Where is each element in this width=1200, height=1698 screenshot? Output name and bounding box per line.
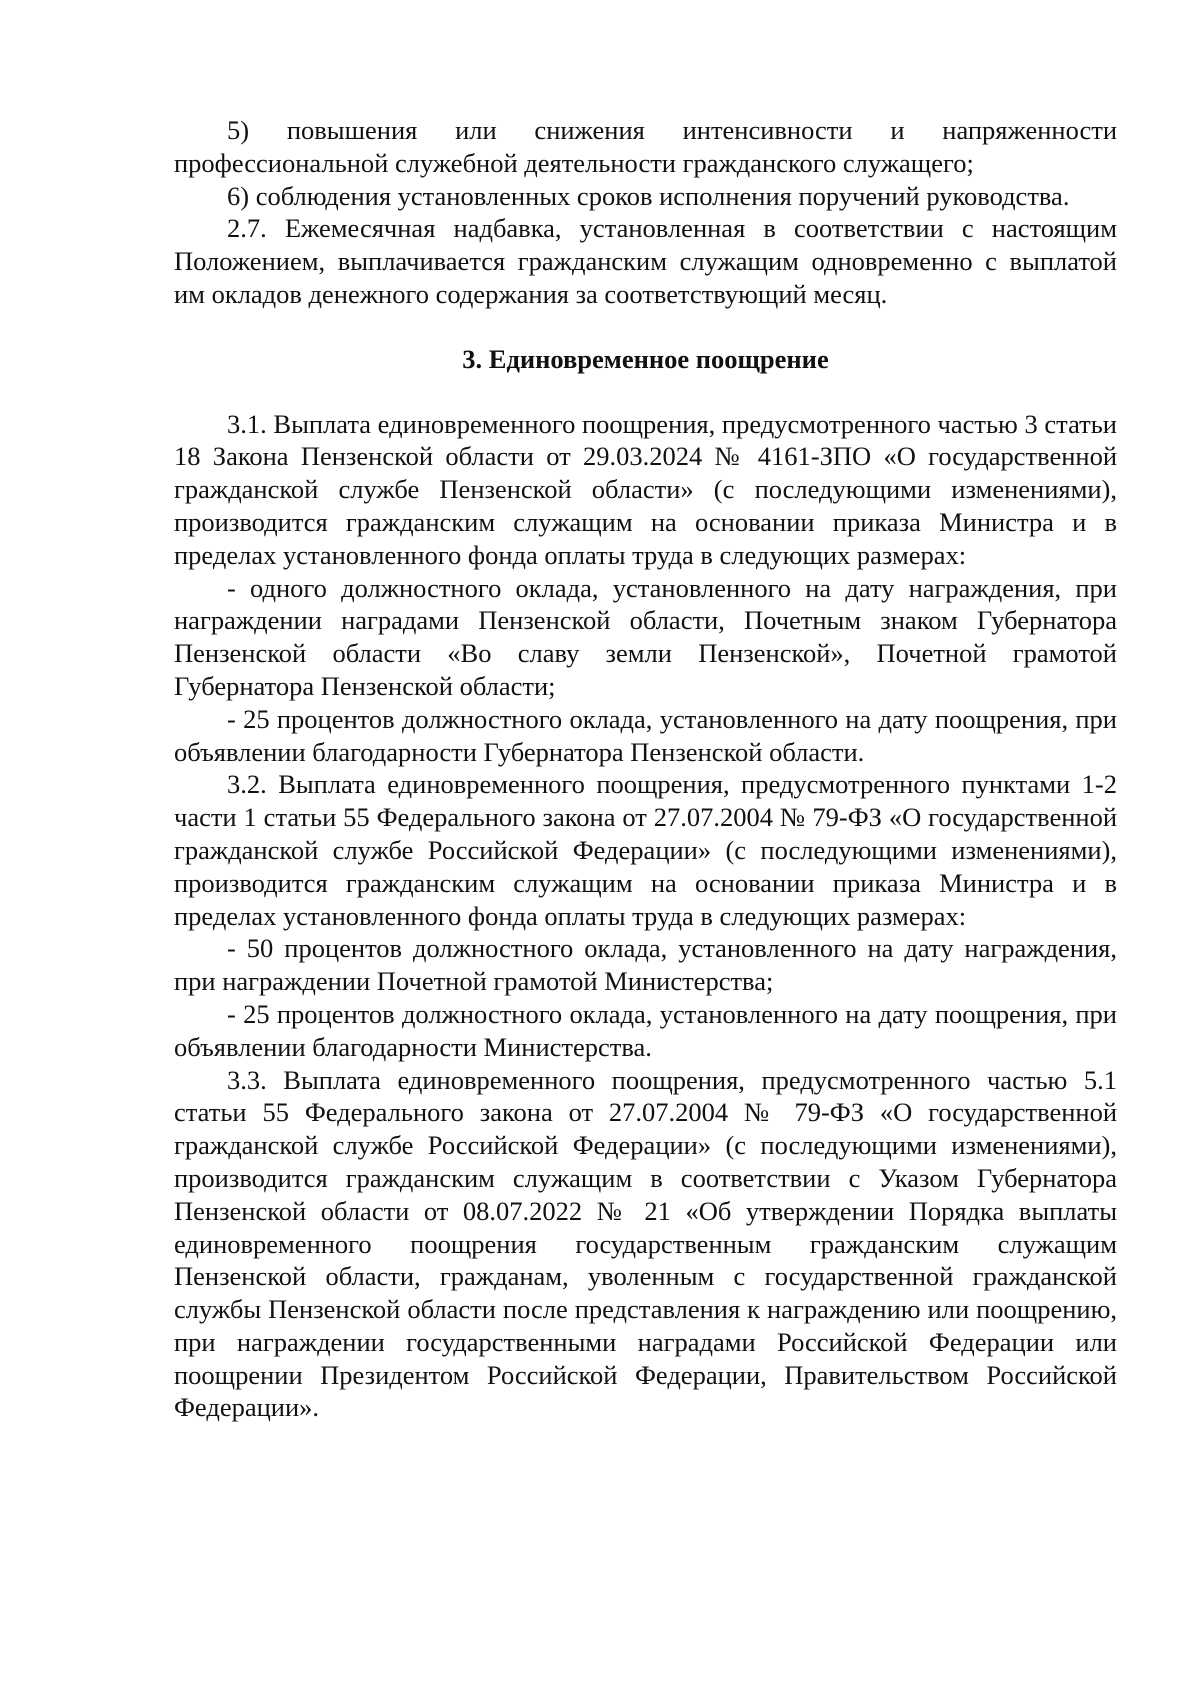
paragraph-item-5: 5) повышения или снижения интенсивности и напряженности профессиональной служебной деятельности гражданского служащего; xyxy=(174,115,1117,178)
section-heading: 3. Единовременное поощрение xyxy=(462,343,829,374)
document-body xyxy=(174,114,1117,1424)
paragraph-3-2: 3.2. Выплата единовременного поощрения, предусмотренного пунктами 1-2 части 1 статьи 55 Федерального закона от 27.07.2004 № 79-ФЗ «О государственной гражданской службе Российской Федерации» (с последующими изменениями), производится гражданским служащим на основании приказа Министра и в пределах установленного фонда оплаты труда в следующих размерах: xyxy=(174,769,1117,931)
list-item-3-2-a: - 50 процентов должностного оклада, установленного на дату награждения, при награждении Почетной грамотой Министерства; xyxy=(174,933,1117,997)
list-item-3-2-b: - 25 процентов должностного оклада, установленного на дату поощрения, при объявлении благодарности Министерства. xyxy=(174,998,1117,1062)
paragraph-item-6: 6) соблюдения установленных сроков исполнения поручений руководства. xyxy=(227,180,1070,211)
paragraph-3-3: 3.3. Выплата единовременного поощрения, предусмотренного частью 5.1 статьи 55 Федерального закона от 27.07.2004 № 79-ФЗ «О государственной гражданской службе Российской Федерации» (с последующими изменениями), производится гражданским служащим в соответствии с Указом Губернатора Пензенской области от 08.07.2022 № 21 «Об утверждении Порядка выплаты единовременного поощрения государственным гражданским служащим Пензенской области, гражданам, уволенным с государственной гражданской службы Пензенской области после представления к награждению или поощрению, при награждении государственными наградами Российской Федерации или поощрении Президентом Российской Федерации, Правительством Российской Федерации». xyxy=(174,1064,1117,1423)
list-item-3-1-b: - 25 процентов должностного оклада, установленного на дату поощрения, при объявлении благодарности Губернатора Пензенской области. xyxy=(174,703,1117,767)
list-item-3-1-a: - одного должностного оклада, установленного на дату награждения, при награждении наградами Пензенской области, Почетным знаком Губернатора Пензенской области «Во славу земли Пензенской», Почетной грамотой Губернатора Пензенской области; xyxy=(174,572,1117,701)
paragraph-2-7: 2.7. Ежемесячная надбавка, установленная в соответствии с настоящим Положением, выплачивается гражданским служащим одновременно с выплатой им окладов денежного содержания за соответствующий месяц. xyxy=(174,213,1117,309)
paragraph-3-1: 3.1. Выплата единовременного поощрения, предусмотренного частью 3 статьи 18 Закона Пензенской области от 29.03.2024 № 4161-ЗПО «О государственной гражданской службе Пензенской области» (с последующими изменениями), производится гражданским служащим на основании приказа Министра и в пределах установленного фонда оплаты труда в следующих размерах: xyxy=(174,408,1117,570)
